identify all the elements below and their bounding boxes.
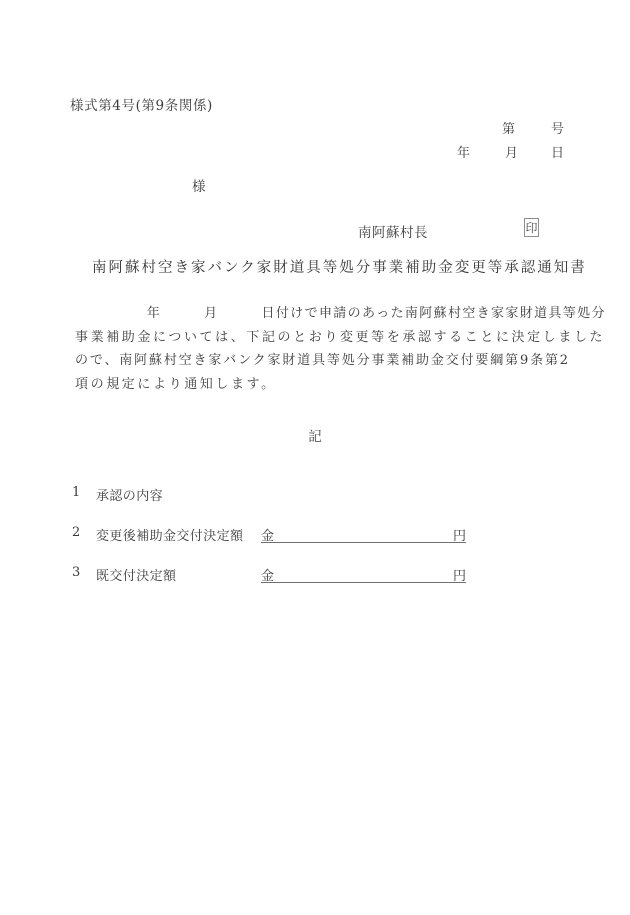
signer-name: 南阿蘇村長: [358, 225, 428, 241]
body-line: 項の規定により通知します。: [75, 376, 277, 392]
document-number-row: [440, 118, 580, 142]
list-item: [72, 565, 552, 605]
amount-prefix: 金: [261, 569, 275, 584]
day-label: 日: [551, 146, 565, 161]
list-item: [72, 525, 552, 565]
signer-block: [358, 218, 558, 240]
seal-stamp-box: 印: [524, 218, 539, 237]
body-line: ので、南阿蘇村空き家バンク家財道具等処分事業補助金交付要綱第9条第2: [75, 353, 570, 368]
item-label: 既交付決定額: [96, 569, 177, 584]
item-label: 承認の内容: [96, 489, 164, 504]
document-number-unit: 号: [551, 122, 565, 137]
month-label: 月: [505, 146, 519, 161]
document-title: 南阿蘇村空き家バンク家財道具等処分事業補助金変更等承認通知書: [92, 260, 587, 276]
amount-suffix: 円: [452, 569, 466, 584]
item-number: 3: [72, 565, 81, 580]
ki-marker: 記: [308, 429, 322, 445]
form-number: 様式第4号(第9条関係): [70, 98, 213, 114]
item-number: 2: [72, 525, 81, 540]
amount-input-field[interactable]: [261, 565, 466, 583]
amount-prefix: 金: [261, 529, 275, 544]
document-date-row: [440, 142, 580, 166]
document-meta-block: [440, 118, 580, 166]
amount-suffix: 円: [452, 529, 466, 544]
item-number: 1: [72, 485, 81, 500]
body-line: 年 月 日付けで申請のあった南阿蘇村空き家家財道具等処分: [75, 306, 606, 321]
items-list: [72, 485, 552, 605]
document-number-label: 第: [502, 122, 516, 137]
body-paragraph: [75, 302, 606, 396]
item-label: 変更後補助金交付決定額: [96, 529, 244, 544]
year-label: 年: [457, 146, 471, 161]
list-item: [72, 485, 552, 525]
addressee-honorific: 様: [192, 179, 206, 195]
body-line: 事業補助金については、下記のとおり変更等を承認することに決定しました: [75, 329, 606, 345]
amount-input-field[interactable]: [261, 525, 466, 543]
